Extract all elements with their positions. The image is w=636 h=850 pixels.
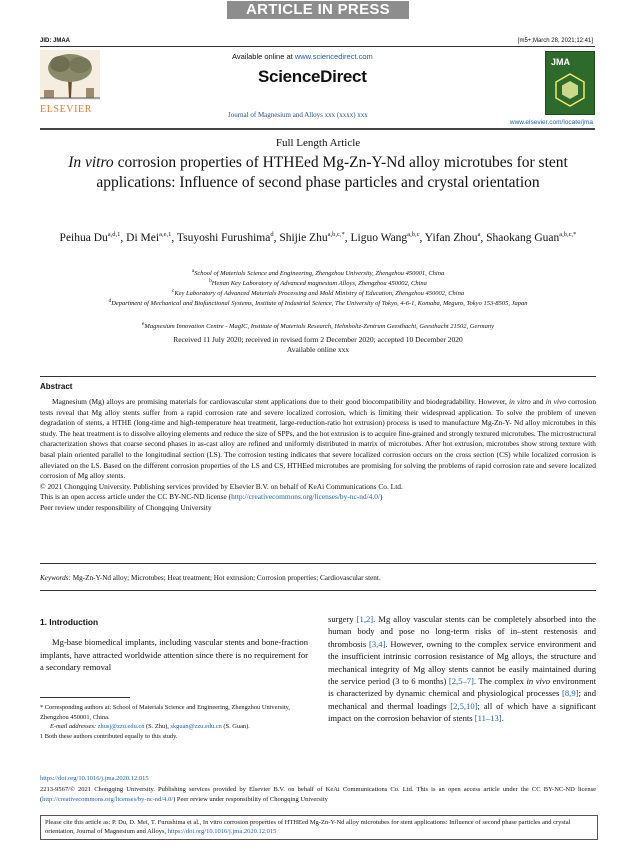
keywords — [40, 574, 381, 582]
please-cite-doi-link[interactable]: https://doi.org/10.1016/j.jma.2020.12.015 — [167, 828, 277, 836]
author-list: Peihua Du$^{a,d,1}$, Di Mei$^{a,e,1}$, Tsuyoshi Furushima$^d$, Shijie Zhu$^{a,b,c,*}$, Liguo Wang$^{a,b,c}$, Yifan Zhou$^a$, Shaokang Guan$^{a,b,c,*}$ — [59, 231, 577, 244]
header-rule — [40, 46, 595, 47]
elsevier-wordmark: ELSEVIER — [40, 104, 93, 115]
citation-link[interactable]: [1,2] — [356, 614, 374, 624]
citation-link[interactable]: [2,5,10] — [450, 700, 478, 711]
please-cite-box: Please cite this article as: P. Du, D. Mei, T. Furushima et al., In vitro corrosion properties of HTHEed Mg-Zn-Y-Nd alloy microtubes for stent applications: Influence of second phase particles and crystal orientation, Journal of Magnesium and Alloys, https://doi.org/10.1016/j.jma.2020.12.015 — [40, 815, 598, 840]
build-stamp: [m5+;March 28, 2021;12:41] — [517, 38, 593, 44]
author-affiliation-marks: a,b,c,* — [327, 231, 345, 238]
cover-title: JMA — [551, 57, 571, 67]
journal-citation-line[interactable]: Journal of Magnesium and Alloys xxx (xxxx) xxx — [228, 111, 368, 119]
online-date: Available online xxx — [286, 345, 350, 354]
author-affiliation-marks: a,b,c,* — [559, 231, 577, 238]
license-link[interactable]: http://creativecommons.org/licenses/by-nc-nd/4.0/ — [231, 492, 380, 502]
equal-contribution-note: 1 Both these authors contributed equally to this study. — [40, 732, 178, 740]
journal-id: JID: JMAA — [40, 38, 71, 44]
article-type: Full Length Article — [275, 137, 361, 149]
cover-hexagon-icon — [552, 72, 588, 108]
author-name: Di Mei — [126, 231, 160, 244]
author-name: Shaokang Guan — [486, 231, 560, 244]
journal-cover — [545, 51, 595, 115]
intro-left-column — [40, 617, 308, 674]
footnote-rule — [40, 697, 130, 698]
peer-review-line: Peer review under responsibility of Chongqing University — [40, 502, 212, 512]
email-link[interactable]: skguan@zzu.edu.cn — [170, 723, 222, 731]
available-online — [232, 52, 373, 61]
sciencedirect-link[interactable]: www.sciencedirect.com — [294, 52, 373, 61]
abstract-top-rule — [40, 376, 596, 377]
intro-right-column: surgery [1,2]. Mg alloy vascular stents can be completely absorbed into the human body and pose no long-term risks of in–stent restenosis and thrombosis [3,4]. However, owning to the complex service environment and the insufficient intrinsic corrosion resistance of Mg alloys, the structure and mechanical integrity of Mg alloy stents cannot be easily maintained during the service period (3 to 6 months) [2,5–7]. The complex in vivo environment is characterized by dynamic chemical and physiological processes [8,9]; and mechanical and thermal loadings [2,5,10]; all of which have a significant impact on the corrosion behavior of stents [11–13]. — [328, 614, 597, 724]
sciencedirect-logo: ScienceDirect — [258, 67, 367, 86]
article-title — [40, 153, 596, 193]
article-in-press-banner: ARTICLE IN PRESS — [227, 1, 409, 19]
intro-heading: 1. Introduction — [40, 617, 99, 627]
abstract-body — [40, 397, 596, 514]
affiliation-b: $^b$Henan Key Laboratory of Advanced magnesium Alloys, Zhengzhou 450002, China — [209, 278, 427, 288]
masthead-rule — [40, 128, 595, 130]
affiliation-d: $^d$Department of Mechanical and Biofunctional Systems, Institute of Industrial Science, The University of Tokyo, 4-6-1, Komaba, Meguro, Tokyo 153-8505, Japan — [108, 298, 528, 308]
author-name: Yifan Zhou — [424, 231, 478, 244]
citation-link[interactable]: [2,5–7] — [448, 676, 474, 687]
author-affiliation-marks: a,e,1 — [159, 231, 172, 238]
article-dates — [40, 335, 596, 355]
email-link[interactable]: zhusj@zzu.edu.cn — [97, 723, 145, 731]
author-affiliation-marks: d — [270, 231, 274, 238]
footer-copyright: 2213-9567/© 2021 Chongqing University. Publishing services provided by Elsevier B.V. on behalf of KeAi Communications Co. Ltd. This is an open access article under the CC BY-NC-ND license (http://creativecommons.org/licenses/by-nc-nd/4.0/) Peer review under responsibility of Chongqing University — [40, 786, 596, 803]
title-italic: In vitro — [68, 154, 114, 171]
citation-link[interactable]: [11–13] — [474, 713, 502, 724]
open-access-line: This is an open access article under the CC BY-NC-ND license (http://creativecommons.org/licenses/by-nc-nd/4.0/) — [40, 492, 383, 502]
keywords-rule — [40, 590, 596, 591]
received-dates: Received 11 July 2020; received in revised form 2 December 2020; accepted 10 December 2020 — [173, 335, 463, 344]
corresponding-author-note: * Corresponding authors at: School of Materials Science and Engineering, Zhengzhou University, Zhengzhou 450001, China. — [40, 704, 291, 721]
author-affiliation-marks: a — [477, 231, 481, 238]
journal-homepage-link[interactable]: www.elsevier.com/locate/jma — [509, 119, 593, 126]
affiliation-a: $^a$School of Materials Science and Engineering, Zhengzhou University, Zhengzhou 450001, China — [191, 268, 445, 278]
available-prefix: Available online at — [232, 52, 293, 61]
affiliation-c: $^c$Key Laboratory of Advanced Materials Processing and Mold Ministry of Education, Zhengzhou 450002, China — [171, 288, 465, 298]
abstract-heading: Abstract — [40, 382, 73, 391]
abstract-paragraph: Magnesium (Mg) alloys are promising materials for cardiovascular stent applications due to their good biocompatibility and biodegradability. However, in vitro and in vivo corrosion tests reveal that Mg alloy stents suffer from a rapid corrosion rate and severe localized corrosion, which is limiting their widespread application. To solve the problem of uneven degradation of stents, a HTHE (long-time and high-temperature heat treatment, large-reduction-ratio hot extrusion) process is used to manufacture Mg-Zn-Y- Nd alloy microtubes in this study. The heat treatment is to dissolve alloying elements and reduce the size of SPPs, and the hot extrusion is to acquire fine-grained and strongly textured microtubes. The microstructural characterization shows that coarse second phases in as-cast alloy are refined and uniformly distributed in matrix of microtubes. After hot extrusion, microtubes show strong texture with basal plain oriented parallel to the longitudinal section (LS). The corrosion testing indicates that severe localized corrosion occurs on the cross section (CS) while localized corrosion is alleviated on the LS. Based on the different corrosion properties of the LS and CS, HTHEed microtubes are promising for solving the problems of rapid corrosion rate and severe localized corrosion of Mg alloy stents. — [40, 397, 597, 481]
footnotes — [40, 703, 308, 741]
affiliation-e: $^e$Magnesium Innovation Centre - MagIC, Institute of Materials Research, Helmholtz-Zentrum Geesthacht, Geesthacht 21502, Germany — [142, 321, 494, 331]
author-name: Liguo Wang — [350, 231, 408, 244]
abstract-copyright: © 2021 Chongqing University. Publishing services provided by Elsevier B.V. on behalf of KeAi Communications Co. Ltd. — [40, 481, 403, 491]
doi-link[interactable]: https://doi.org/10.1016/j.jma.2020.12.015 — [40, 775, 149, 782]
title-rest: corrosion properties of HTHEed Mg-Zn-Y-Nd alloy microtubes for stent applications: Influence of second phase particles and crystal orientation — [96, 154, 568, 191]
email-note: E-mail addresses: zhusj@zzu.edu.cn (S. Zhu), skguan@zzu.edu.cn (S. Guan). — [50, 723, 250, 731]
intro-left-text: Mg-base biomedical implants, including vascular stents and bone-fraction implants, have attracted worldwide attention since there is no requirement for a secondary removal — [40, 637, 308, 673]
abstract-bottom-rule — [40, 563, 596, 564]
citation-link[interactable]: [3,4] — [369, 638, 386, 649]
elsevier-tree-logo — [40, 50, 100, 100]
footer-license-link[interactable]: http://creativecommons.org/licenses/by-nc-nd/4.0/ — [42, 795, 174, 803]
author-name: Peihua Du — [59, 231, 108, 244]
keywords-text: Mg-Zn-Y-Nd alloy; Microtubes; Heat treatment; Hot extrusion; Corrosion properties; Cardiovascular stent. — [70, 574, 381, 582]
author-name: Tsuyoshi Furushima — [176, 231, 271, 244]
keywords-label: Keywords: — [40, 574, 71, 582]
author-affiliation-marks: a,d,1 — [107, 231, 121, 238]
author-name: Shijie Zhu — [279, 231, 328, 244]
author-affiliation-marks: a,b,c — [407, 231, 420, 238]
citation-link[interactable]: [8,9] — [562, 688, 579, 699]
